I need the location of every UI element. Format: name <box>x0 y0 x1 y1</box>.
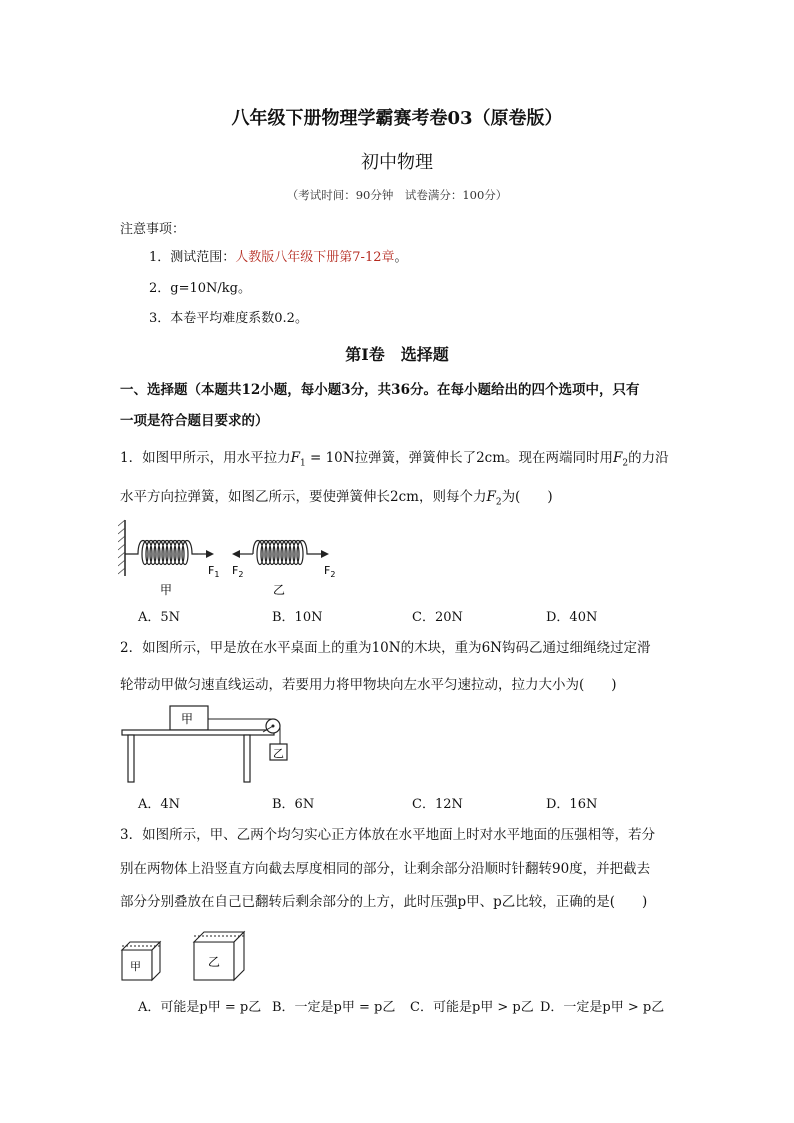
arrow-f1-head <box>206 550 214 558</box>
q1-option-b[interactable]: B．10N <box>272 610 323 625</box>
cube-jia-label: 甲 <box>130 960 141 973</box>
note-item-2: 2．g=10N/kg。 <box>149 281 251 296</box>
exam-info: （考试时间：90分钟 试卷满分：100分） <box>286 188 508 202</box>
q2-option-d[interactable]: D．16N <box>546 797 598 812</box>
q2-option-a[interactable]: A．4N <box>138 797 181 812</box>
wall-hatch <box>118 520 125 574</box>
block-jia-label: 甲 <box>181 712 194 726</box>
f2-left-label: $F_2$ <box>232 564 244 579</box>
section-title: 第Ⅰ卷 选择题 <box>345 345 449 364</box>
subject-title: 初中物理 <box>361 152 433 173</box>
q3-line-2: 别在两物体上沿竖直方向截去厚度相同的部分，让剩余部分沿顺时针翻转90度，并把截去 <box>120 861 651 877</box>
cube-jia <box>122 942 160 980</box>
q1-spring-figure <box>118 516 358 600</box>
q3-option-b[interactable]: B．一定是p甲 = p乙 <box>272 1000 396 1015</box>
note-item-3: 3．本卷平均难度系数0.2。 <box>149 311 308 326</box>
q2-option-b[interactable]: B．6N <box>272 797 315 812</box>
q2-line-2: 轮带动甲做匀速直线运动，若要用力将甲物块向左水平匀速拉动，拉力大小为( ) <box>120 677 617 693</box>
page-title: 八年级下册物理学霸赛考卷03（原卷版） <box>231 108 563 129</box>
table-top <box>122 730 274 735</box>
q1-line-2 <box>120 485 553 508</box>
note-1-highlight: 人教版八年级下册第7-12章 <box>235 250 395 265</box>
block-yi-label: 乙 <box>273 747 284 760</box>
q1-text-a: 1．如图甲所示，用水平拉力 <box>120 450 291 466</box>
q1-line-1 <box>120 446 669 469</box>
q1-f2-sub: 2 <box>622 458 629 469</box>
cube-yi-label: 乙 <box>208 955 221 969</box>
section-intro-line-1: 一、选择题（本题共12小题，每小题3分，共36分。在每小题给出的四个选项中，只有 <box>120 382 640 398</box>
q2-line-1: 2．如图所示，甲是放在水平桌面上的重为10N的木块，重为6N钩码乙通过细绳绕过定滑 <box>120 640 651 656</box>
table-leg-left <box>128 735 134 782</box>
q1-option-d[interactable]: D．40N <box>546 610 598 625</box>
q1-option-c[interactable]: C．20N <box>412 610 463 625</box>
q1-option-a[interactable]: A．5N <box>138 610 181 625</box>
q1-f2-symbol-2: F <box>486 489 496 505</box>
q1-f2-symbol: F <box>613 450 623 466</box>
note-1-prefix: 1．测试范围： <box>149 250 236 265</box>
q1-text-d: 水平方向拉弹簧，如图乙所示，要使弹簧伸长2cm，则每个力 <box>120 489 487 505</box>
note-item-1 <box>149 246 408 265</box>
figure-label-yi: 乙 <box>273 583 286 597</box>
q3-option-d[interactable]: D．一定是p甲 > p乙 <box>540 1000 665 1015</box>
q3-option-a[interactable]: A．可能是p甲 = p乙 <box>138 1000 262 1015</box>
q1-f2-sub-2: 2 <box>495 497 502 508</box>
notes-heading: 注意事项： <box>120 222 186 237</box>
q1-text-c: 的力沿 <box>628 450 669 466</box>
f2-right-label: $F_2$ <box>324 564 336 579</box>
q3-cubes-figure <box>118 924 268 986</box>
f1-label: $F_1$ <box>208 564 220 579</box>
q1-f1-sub: 1 <box>299 458 306 469</box>
q2-table-pulley-figure <box>118 704 298 786</box>
q1-f1-symbol: F <box>290 450 300 466</box>
q3-line-3: 部分分别叠放在自己已翻转后剩余部分的上方，此时压强p甲、p乙比较，正确的是( ) <box>120 894 648 910</box>
arrow-f2-right-head <box>321 550 329 558</box>
spring-2 <box>253 541 323 565</box>
q2-option-c[interactable]: C．12N <box>412 797 463 812</box>
section-intro-line-2: 一项是符合题目要求的） <box>120 413 269 429</box>
figure-label-jia: 甲 <box>160 583 173 597</box>
note-1-suffix: 。 <box>394 250 408 265</box>
table-leg-right <box>244 735 250 782</box>
spring-1 <box>125 541 198 565</box>
q3-line-1: 3．如图所示，甲、乙两个均匀实心正方体放在水平地面上时对水平地面的压强相等，若分 <box>120 827 656 843</box>
q3-option-c[interactable]: C．可能是p甲 > p乙 <box>410 1000 534 1015</box>
q1-text-b: = 10N拉弹簧，弹簧伸长了2cm。现在两端同时用 <box>305 450 614 466</box>
q1-text-e: 为( ) <box>501 489 553 505</box>
